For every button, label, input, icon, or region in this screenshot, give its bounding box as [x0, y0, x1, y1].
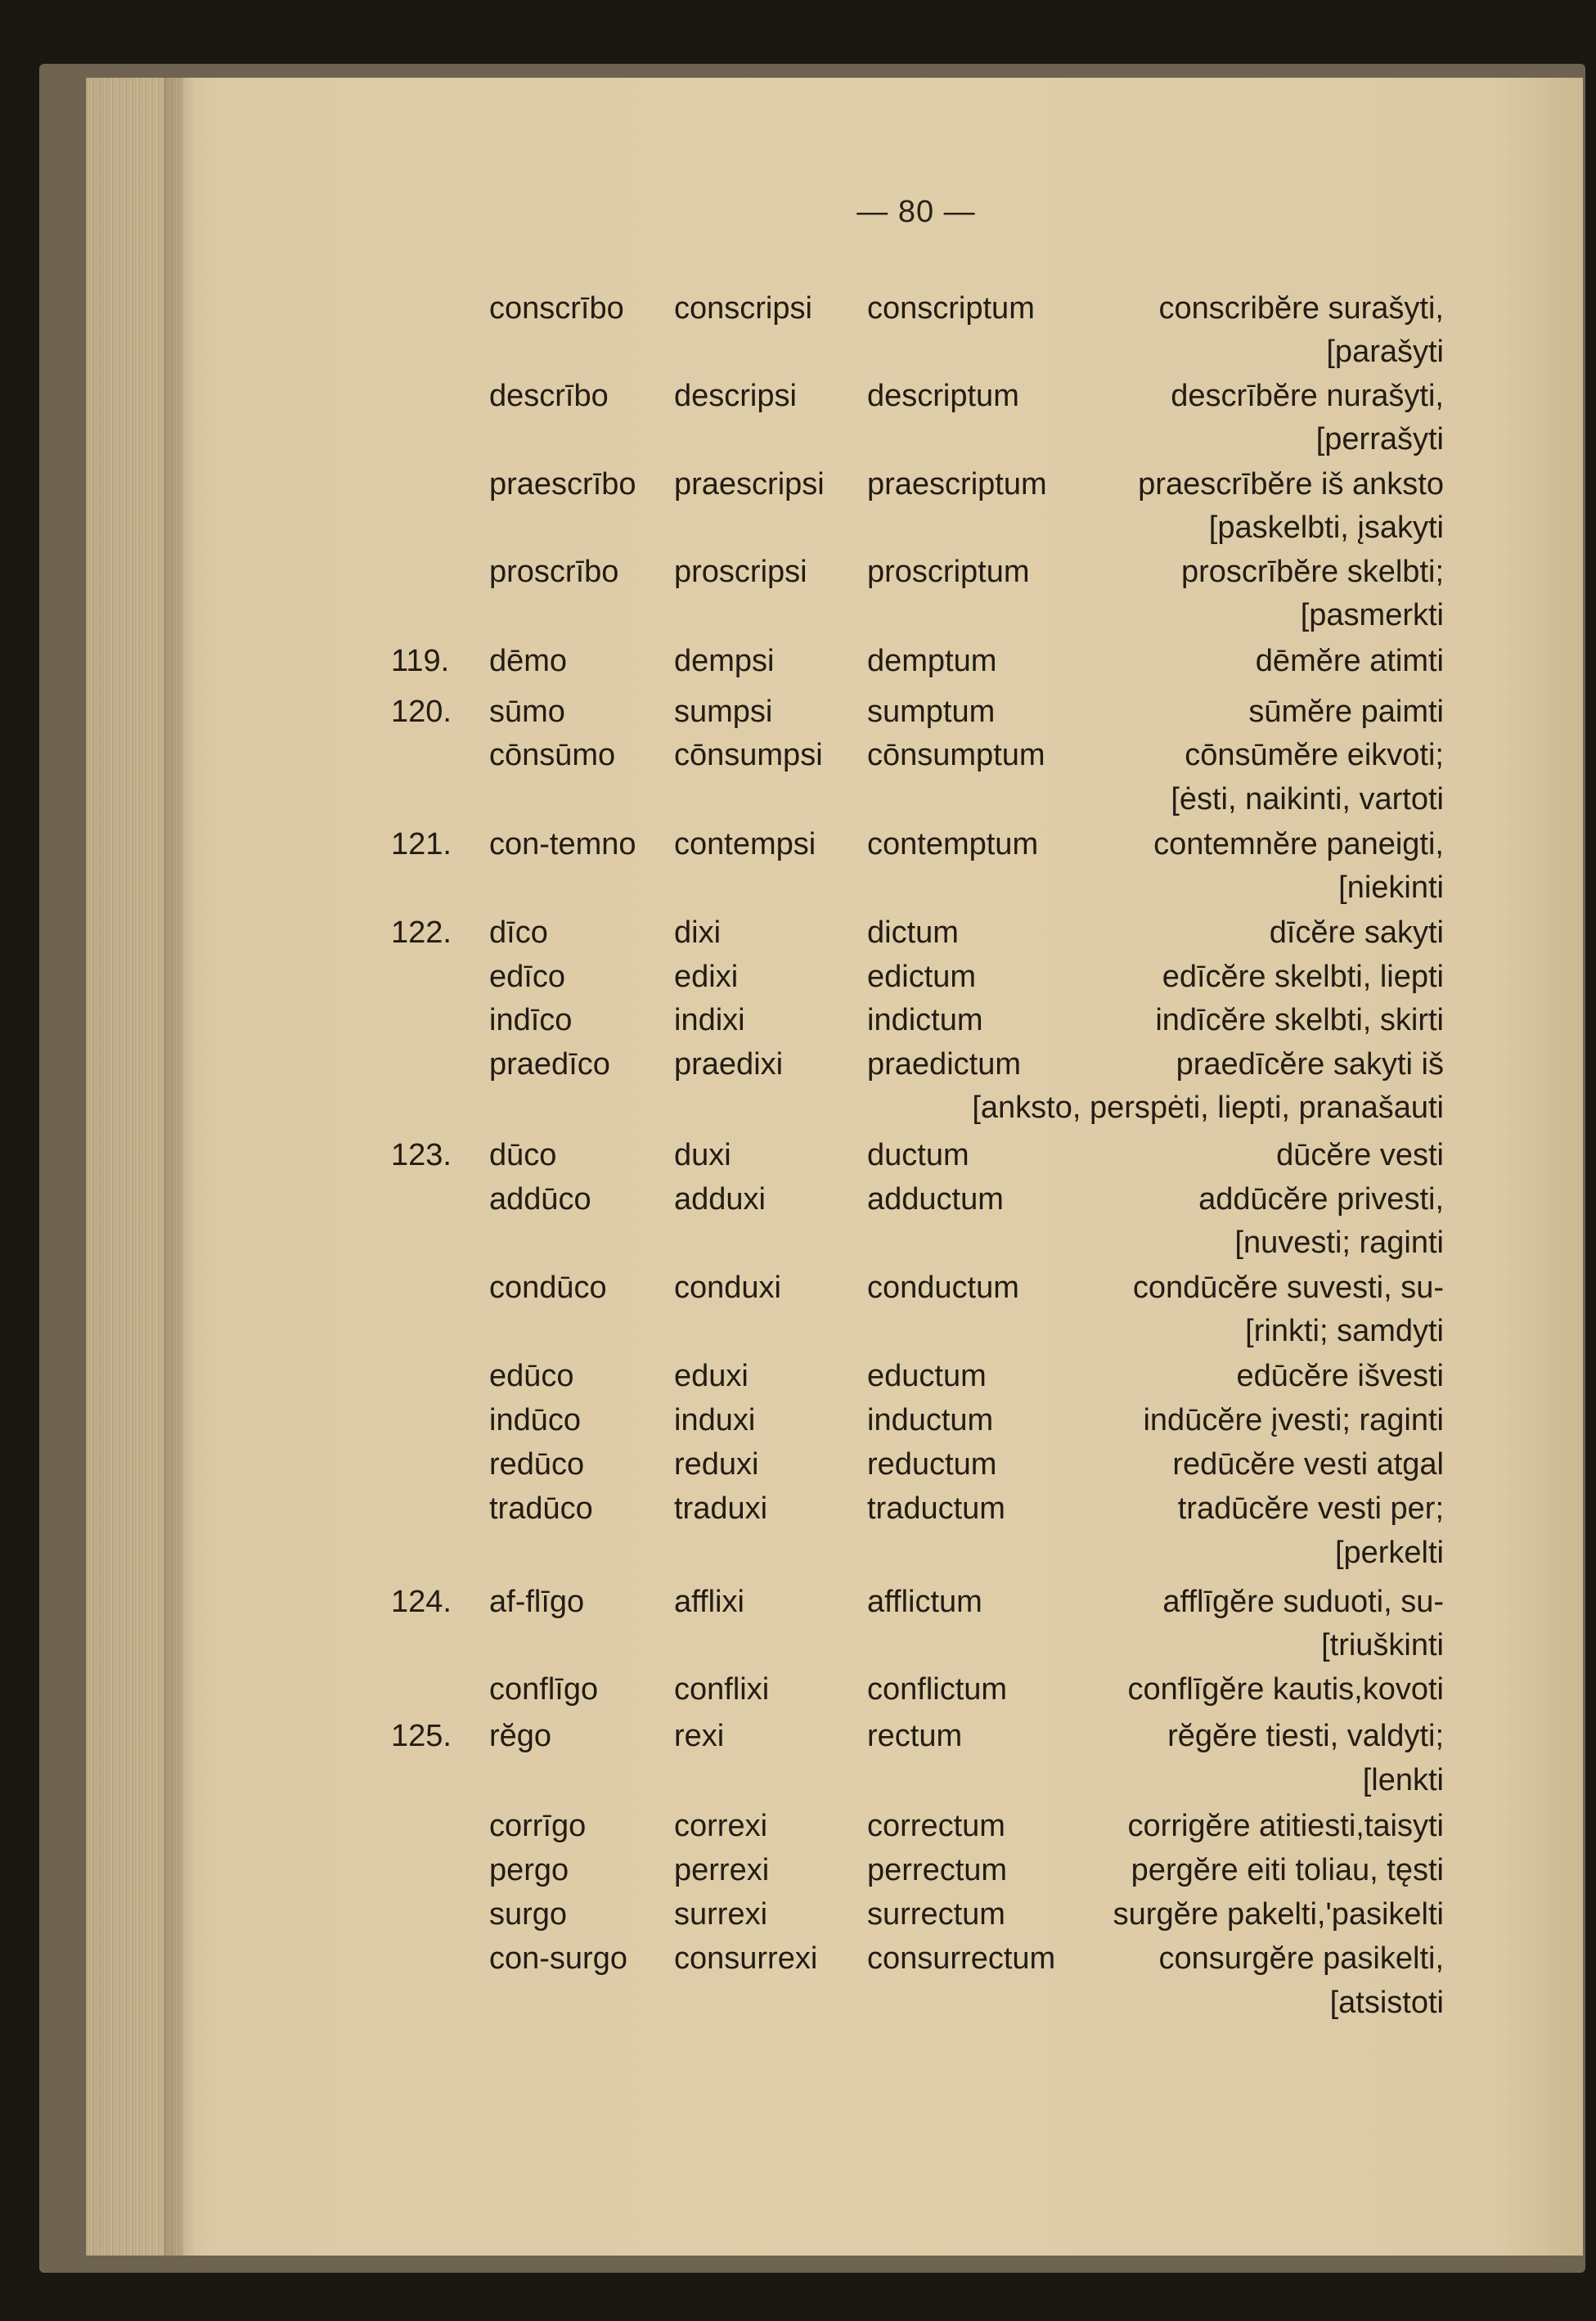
infinitive-translation: afflīgĕre suduoti, su-	[1162, 1585, 1444, 1619]
translation-continuation: [parašyti	[1326, 335, 1444, 369]
supine-form: eductum	[867, 1359, 987, 1393]
supine-form: dictum	[867, 915, 959, 950]
present-form: descrībo	[489, 379, 609, 413]
perfect-form: indixi	[674, 1003, 745, 1037]
supine-form: reductum	[867, 1447, 997, 1482]
perfect-form: duxi	[674, 1138, 731, 1172]
perfect-form: induxi	[674, 1403, 756, 1437]
infinitive-translation: praedīcĕre sakyti iš	[1176, 1047, 1444, 1082]
present-form: af-flīgo	[489, 1585, 585, 1619]
perfect-form: edixi	[674, 960, 739, 994]
infinitive-translation: dēmĕre atimti	[1255, 644, 1444, 678]
perfect-form: descripsi	[674, 379, 797, 413]
supine-form: cōnsumptum	[867, 738, 1045, 772]
present-form: edīco	[489, 960, 565, 994]
infinitive-translation: indūcĕre įvesti; raginti	[1143, 1403, 1444, 1437]
present-form: con-surgo	[489, 1941, 627, 1976]
present-form: pergo	[489, 1853, 569, 1887]
perfect-form: cōnsumpsi	[674, 738, 823, 772]
supine-form: demptum	[867, 644, 997, 678]
present-form: proscrībo	[489, 555, 619, 589]
perfect-form: eduxi	[674, 1359, 749, 1393]
perfect-form: praescripsi	[674, 467, 825, 502]
translation-continuation: [atsistoti	[1329, 1986, 1444, 2020]
perfect-form: surrexi	[674, 1897, 768, 1932]
entry-number: 119.	[391, 644, 450, 678]
perfect-form: contempsi	[674, 827, 816, 861]
supine-form: sumptum	[867, 695, 996, 729]
present-form: indīco	[489, 1003, 573, 1037]
perfect-form: adduxi	[674, 1182, 766, 1217]
infinitive-translation: descrībĕre nurašyti,	[1171, 379, 1444, 413]
present-form: rĕgo	[489, 1719, 552, 1753]
present-form: praedīco	[489, 1047, 610, 1082]
entry-number: 123.	[391, 1138, 452, 1172]
supine-form: conscriptum	[867, 291, 1035, 326]
entry-number: 120.	[391, 695, 452, 729]
present-form: redūco	[489, 1447, 585, 1482]
present-form: condūco	[489, 1271, 607, 1305]
infinitive-translation: surgĕre pakelti,'pasikelti	[1113, 1897, 1444, 1932]
translation-continuation: [triuškinti	[1321, 1628, 1444, 1662]
translation-continuation: [ėsti, naikinti, vartoti	[1171, 782, 1444, 816]
infinitive-translation: dūcĕre vesti	[1276, 1138, 1444, 1172]
infinitive-translation: edīcĕre skelbti, liepti	[1162, 960, 1444, 994]
infinitive-translation: contemnĕre paneigti,	[1153, 827, 1444, 861]
supine-form: praescriptum	[867, 467, 1047, 502]
supine-form: edictum	[867, 960, 977, 994]
infinitive-translation: sūmĕre paimti	[1248, 695, 1444, 729]
supine-form: indictum	[867, 1003, 983, 1037]
perfect-form: conduxi	[674, 1271, 781, 1305]
supine-form: adductum	[867, 1182, 1004, 1217]
present-form: dēmo	[489, 644, 568, 678]
perfect-form: traduxi	[674, 1491, 768, 1526]
supine-form: inductum	[867, 1403, 994, 1437]
present-form: addūco	[489, 1182, 591, 1217]
present-form: cōnsūmo	[489, 738, 616, 772]
perfect-form: correxi	[674, 1809, 768, 1843]
perfect-form: perrexi	[674, 1853, 770, 1887]
infinitive-translation: corrigĕre atitiesti,taisyti	[1127, 1809, 1444, 1843]
supine-form: perrectum	[867, 1853, 1008, 1887]
present-form: dūco	[489, 1138, 557, 1172]
translation-continuation: [paskelbti, įsakyti	[1208, 511, 1444, 545]
present-form: sūmo	[489, 695, 565, 729]
infinitive-translation: condūcĕre suvesti, su-	[1132, 1271, 1444, 1305]
perfect-form: dixi	[674, 915, 722, 950]
present-form: conflīgo	[489, 1672, 599, 1707]
entry-number: 124.	[391, 1585, 452, 1619]
perfect-form: sumpsi	[674, 695, 773, 729]
infinitive-translation: conscribĕre surašyti,	[1158, 291, 1444, 326]
present-form: indūco	[489, 1403, 581, 1437]
translation-continuation: [perrašyti	[1315, 422, 1444, 457]
infinitive-translation: pergĕre eiti toliau, tęsti	[1131, 1853, 1444, 1887]
translation-continuation: [nuvesti; raginti	[1234, 1226, 1444, 1260]
present-form: dīco	[489, 915, 548, 950]
present-form: conscrībo	[489, 291, 624, 326]
supine-form: afflictum	[867, 1585, 982, 1619]
supine-form: descriptum	[867, 379, 1019, 413]
perfect-form: praedixi	[674, 1047, 784, 1082]
perfect-form: reduxi	[674, 1447, 759, 1482]
perfect-form: proscripsi	[674, 555, 807, 589]
translation-continuation: [pasmerkti	[1300, 598, 1444, 632]
translation-continuation: [rinkti; samdyti	[1245, 1314, 1444, 1348]
perfect-form: conscripsi	[674, 291, 812, 326]
present-form: con-temno	[489, 827, 636, 861]
present-form: corrīgo	[489, 1809, 587, 1843]
perfect-form: rexi	[674, 1719, 725, 1753]
infinitive-translation: redūcĕre vesti atgal	[1172, 1447, 1444, 1482]
supine-form: traductum	[867, 1491, 1005, 1526]
perfect-form: afflixi	[674, 1585, 744, 1619]
supine-form: rectum	[867, 1719, 963, 1753]
infinitive-translation: tradūcĕre vesti per;	[1177, 1491, 1444, 1526]
infinitive-translation: conflīgĕre kautis,kovoti	[1127, 1672, 1444, 1707]
infinitive-translation: dīcĕre sakyti	[1269, 915, 1444, 950]
translation-continuation: [anksto, perspėti, liepti, pranašauti	[972, 1091, 1444, 1125]
present-form: praescrībo	[489, 467, 636, 502]
infinitive-translation: addūcĕre privesti,	[1198, 1182, 1444, 1217]
perfect-form: conflixi	[674, 1672, 770, 1707]
infinitive-translation: proscrībĕre skelbti;	[1180, 555, 1444, 589]
infinitive-translation: cōnsūmĕre eikvoti;	[1185, 738, 1444, 772]
present-form: edūco	[489, 1359, 574, 1393]
infinitive-translation: rĕgĕre tiesti, valdyti;	[1167, 1719, 1444, 1753]
supine-form: conductum	[867, 1271, 1019, 1305]
infinitive-translation: indīcĕre skelbti, skirti	[1155, 1003, 1444, 1037]
infinitive-translation: consurgĕre pasikelti,	[1158, 1941, 1444, 1976]
perfect-form: consurrexi	[674, 1941, 818, 1976]
supine-form: praedictum	[867, 1047, 1021, 1082]
supine-form: surrectum	[867, 1897, 1005, 1932]
entry-number: 125.	[391, 1719, 452, 1753]
infinitive-translation: praescrībĕre iš anksto	[1138, 467, 1444, 502]
entry-number: 122.	[391, 915, 452, 950]
translation-continuation: [niekinti	[1338, 870, 1444, 905]
supine-form: contemptum	[867, 827, 1039, 861]
entry-number: 121.	[391, 827, 452, 861]
supine-form: correctum	[867, 1809, 1005, 1843]
translation-continuation: [perkelti	[1334, 1536, 1444, 1570]
present-form: surgo	[489, 1897, 568, 1932]
supine-form: consurrectum	[867, 1941, 1056, 1976]
supine-form: proscriptum	[867, 555, 1030, 589]
page-number: — 80 —	[856, 195, 976, 229]
present-form: tradūco	[489, 1491, 593, 1526]
infinitive-translation: edūcĕre išvesti	[1236, 1359, 1444, 1393]
perfect-form: dempsi	[674, 644, 775, 678]
supine-form: ductum	[867, 1138, 969, 1172]
supine-form: conflictum	[867, 1672, 1008, 1707]
translation-continuation: [lenkti	[1362, 1763, 1444, 1797]
